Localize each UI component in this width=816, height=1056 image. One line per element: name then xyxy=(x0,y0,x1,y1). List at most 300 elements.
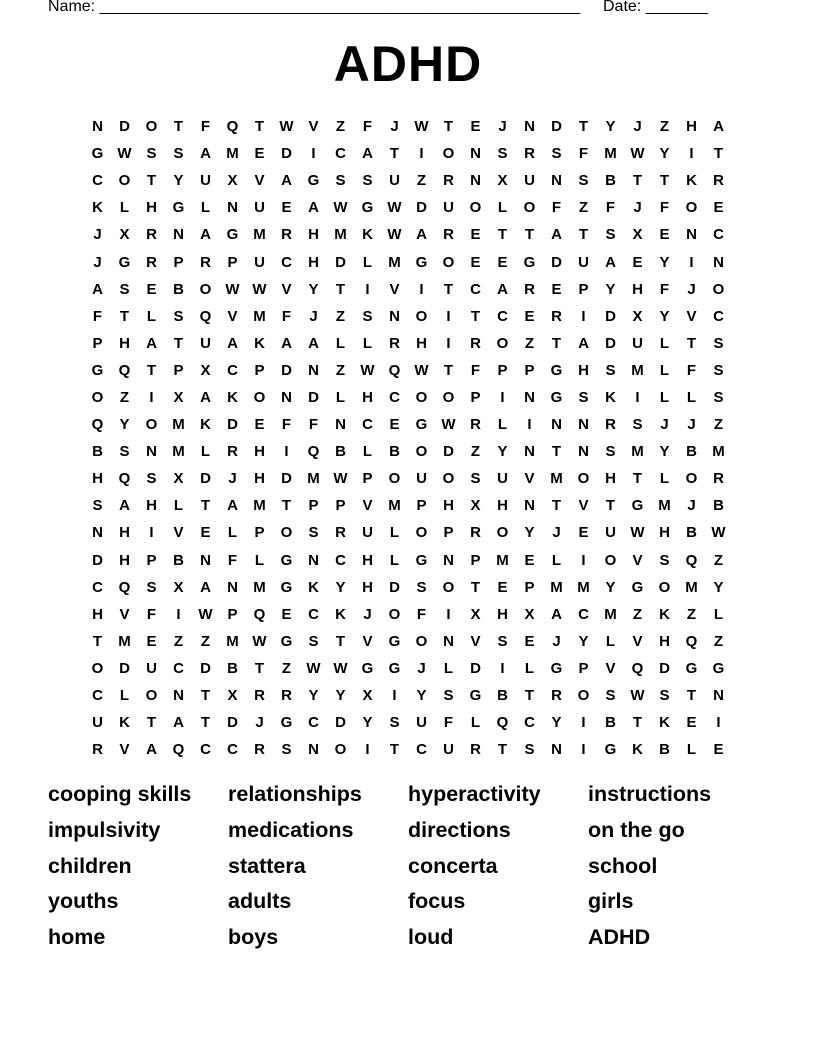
grid-letter: L xyxy=(335,388,346,406)
grid-letter: J xyxy=(255,714,264,732)
grid-letter: B xyxy=(497,687,508,705)
grid-letter: W xyxy=(333,199,348,217)
grid-letter: Q xyxy=(685,551,698,569)
grid-letter: T xyxy=(173,334,184,352)
grid-letter: L xyxy=(200,443,211,461)
grid-letter: S xyxy=(173,145,184,163)
grid-letter: S xyxy=(146,145,157,163)
grid-row xyxy=(84,574,744,601)
word-list-item: girls xyxy=(588,889,634,914)
grid-letter: C xyxy=(227,361,238,379)
grid-letter: Y xyxy=(551,714,562,732)
grid-letter: T xyxy=(497,226,508,244)
grid-letter: V xyxy=(173,524,184,542)
grid-letter: K xyxy=(632,741,643,759)
grid-letter: H xyxy=(308,253,319,271)
grid-letter: J xyxy=(417,659,426,677)
grid-letter: N xyxy=(92,524,103,542)
grid-letter: Z xyxy=(335,307,346,325)
grid-letter: S xyxy=(605,226,616,244)
grid-letter: R xyxy=(200,253,211,271)
grid-letter: V xyxy=(119,741,130,759)
grid-letter: W xyxy=(630,145,645,163)
grid-letter: F xyxy=(659,199,670,217)
grid-letter: H xyxy=(362,388,373,406)
grid-letter: U xyxy=(443,199,454,217)
grid-letter: T xyxy=(389,145,400,163)
grid-letter: T xyxy=(578,226,589,244)
grid-letter: N xyxy=(443,632,454,650)
grid-letter: W xyxy=(225,280,240,298)
grid-letter: W xyxy=(333,659,348,677)
grid-letter: E xyxy=(389,416,400,434)
grid-letter: L xyxy=(119,199,130,217)
grid-letter: R xyxy=(146,226,157,244)
word-list-item: boys xyxy=(228,925,279,950)
grid-letter: D xyxy=(389,578,400,596)
grid-letter: X xyxy=(173,578,184,596)
word-list-item: youths xyxy=(48,889,119,914)
grid-letter: V xyxy=(119,605,130,623)
grid-letter: E xyxy=(146,632,157,650)
grid-letter: G xyxy=(280,714,293,732)
grid-letter: U xyxy=(524,172,535,190)
grid-letter: P xyxy=(497,361,508,379)
grid-letter: B xyxy=(659,741,670,759)
grid-letter: T xyxy=(335,632,346,650)
grid-letter: S xyxy=(524,741,535,759)
grid-letter: S xyxy=(173,307,184,325)
grid-letter: T xyxy=(200,714,211,732)
grid-letter: J xyxy=(552,632,561,650)
grid-letter: G xyxy=(280,551,293,569)
grid-letter: E xyxy=(470,226,481,244)
grid-letter: G xyxy=(280,632,293,650)
grid-letter: T xyxy=(551,334,562,352)
grid-letter: P xyxy=(254,524,265,542)
grid-letter: N xyxy=(146,443,157,461)
grid-letter: W xyxy=(333,470,348,488)
grid-letter: A xyxy=(362,145,373,163)
grid-letter: P xyxy=(254,361,265,379)
grid-letter: E xyxy=(470,253,481,271)
grid-letter: Q xyxy=(172,741,185,759)
grid-letter: P xyxy=(524,578,535,596)
grid-letter: L xyxy=(497,416,508,434)
grid-letter: O xyxy=(712,280,725,298)
grid-letter: O xyxy=(442,470,455,488)
grid-letter: S xyxy=(470,470,481,488)
grid-letter: G xyxy=(631,497,644,515)
grid-letter: O xyxy=(469,199,482,217)
grid-letter: V xyxy=(362,497,373,515)
grid-letter: R xyxy=(470,524,481,542)
grid-letter: M xyxy=(253,578,266,596)
grid-letter: S xyxy=(362,307,373,325)
grid-letter: E xyxy=(281,605,292,623)
grid-letter: T xyxy=(443,280,454,298)
grid-letter: Z xyxy=(119,388,130,406)
grid-letter: P xyxy=(146,551,157,569)
grid-letter: A xyxy=(200,388,211,406)
grid-letter: O xyxy=(496,524,509,542)
grid-letter: B xyxy=(605,172,616,190)
grid-letter: R xyxy=(524,280,535,298)
grid-letter: U xyxy=(389,172,400,190)
grid-letter: F xyxy=(578,145,589,163)
grid-letter: D xyxy=(605,334,616,352)
grid-letter: Q xyxy=(388,361,401,379)
grid-letter: T xyxy=(146,361,157,379)
grid-letter: M xyxy=(631,361,644,379)
grid-letter: R xyxy=(551,687,562,705)
grid-letter: C xyxy=(173,659,184,677)
grid-letter: C xyxy=(92,172,103,190)
grid-letter: O xyxy=(442,388,455,406)
grid-letter: C xyxy=(92,578,103,596)
grid-letter: Z xyxy=(416,172,427,190)
word-list-item: ADHD xyxy=(588,925,651,950)
grid-letter: G xyxy=(91,361,104,379)
grid-letter: O xyxy=(442,578,455,596)
grid-letter: E xyxy=(497,578,508,596)
grid-letter: I xyxy=(446,307,451,325)
grid-letter: L xyxy=(713,605,724,623)
grid-letter: N xyxy=(713,253,724,271)
grid-letter: N xyxy=(227,199,238,217)
grid-letter: A xyxy=(173,714,184,732)
grid-letter: H xyxy=(119,524,130,542)
grid-letter: G xyxy=(550,361,563,379)
grid-letter: E xyxy=(686,714,697,732)
grid-letter: C xyxy=(416,741,427,759)
grid-letter: M xyxy=(496,551,509,569)
grid-letter: V xyxy=(362,632,373,650)
grid-letter: N xyxy=(227,578,238,596)
grid-letter: H xyxy=(119,334,130,352)
grid-letter: L xyxy=(389,551,400,569)
grid-letter: F xyxy=(551,199,562,217)
grid-letter: I xyxy=(500,659,505,677)
grid-letter: I xyxy=(392,687,397,705)
grid-row xyxy=(84,411,744,438)
grid-letter: P xyxy=(578,280,589,298)
grid-letter: H xyxy=(659,524,670,542)
grid-letter: Z xyxy=(713,551,724,569)
grid-letter: E xyxy=(254,416,265,434)
grid-letter: J xyxy=(660,416,669,434)
page-title: ADHD xyxy=(333,36,483,92)
grid-letter: O xyxy=(388,605,401,623)
grid-letter: W xyxy=(306,659,321,677)
grid-letter: N xyxy=(173,226,184,244)
grid-letter: T xyxy=(146,172,157,190)
grid-letter: Y xyxy=(335,687,346,705)
grid-letter: V xyxy=(524,470,535,488)
grid-letter: O xyxy=(496,334,509,352)
name-label: Name: xyxy=(48,0,96,15)
grid-letter: J xyxy=(552,524,561,542)
grid-letter: Y xyxy=(605,280,616,298)
grid-letter: G xyxy=(361,199,374,217)
grid-letter: Y xyxy=(713,578,724,596)
grid-letter: D xyxy=(335,714,346,732)
grid-row xyxy=(84,628,744,655)
grid-letter: D xyxy=(119,659,130,677)
grid-letter: M xyxy=(172,416,185,434)
grid-letter: W xyxy=(252,280,267,298)
grid-letter: X xyxy=(470,497,481,515)
grid-letter: I xyxy=(446,605,451,623)
grid-letter: P xyxy=(173,361,184,379)
grid-letter: T xyxy=(470,578,481,596)
grid-letter: J xyxy=(93,226,102,244)
grid-letter: O xyxy=(91,659,104,677)
grid-letter: C xyxy=(524,714,535,732)
grid-letter: T xyxy=(335,280,346,298)
grid-letter: P xyxy=(362,470,373,488)
grid-letter: G xyxy=(550,659,563,677)
grid-letter: Q xyxy=(685,632,698,650)
grid-letter: Y xyxy=(173,172,184,190)
grid-letter: M xyxy=(118,632,131,650)
grid-letter: S xyxy=(578,172,589,190)
grid-letter: M xyxy=(658,497,671,515)
grid-letter: E xyxy=(713,741,724,759)
grid-letter: L xyxy=(389,524,400,542)
grid-letter: O xyxy=(334,741,347,759)
grid-letter: S xyxy=(281,741,292,759)
grid-letter: S xyxy=(713,388,724,406)
grid-letter: X xyxy=(497,172,508,190)
grid-row xyxy=(84,357,744,384)
grid-letter: R xyxy=(470,741,481,759)
grid-letter: U xyxy=(92,714,103,732)
grid-letter: O xyxy=(415,524,428,542)
grid-letter: A xyxy=(497,280,508,298)
grid-letter: P xyxy=(470,551,481,569)
grid-letter: G xyxy=(523,253,536,271)
grid-letter: Z xyxy=(200,632,211,650)
grid-letter: L xyxy=(524,659,535,677)
grid-letter: G xyxy=(361,659,374,677)
grid-letter: N xyxy=(551,172,562,190)
grid-row xyxy=(84,194,744,221)
grid-letter: L xyxy=(686,388,697,406)
grid-letter: W xyxy=(414,118,429,136)
grid-letter: B xyxy=(686,443,697,461)
grid-letter: G xyxy=(280,578,293,596)
grid-letter: H xyxy=(362,551,373,569)
word-list-item: loud xyxy=(408,925,454,950)
grid-letter: J xyxy=(228,470,237,488)
grid-letter: E xyxy=(632,253,643,271)
grid-letter: R xyxy=(389,334,400,352)
grid-letter: T xyxy=(92,632,103,650)
grid-letter: T xyxy=(632,172,643,190)
grid-row xyxy=(84,276,744,303)
grid-letter: F xyxy=(146,605,157,623)
grid-letter: R xyxy=(713,172,724,190)
grid-letter: Z xyxy=(281,659,292,677)
grid-letter: G xyxy=(118,253,131,271)
grid-letter: R xyxy=(281,226,292,244)
grid-letter: M xyxy=(172,443,185,461)
grid-letter: S xyxy=(632,416,643,434)
grid-row xyxy=(84,248,744,275)
grid-letter: Z xyxy=(524,334,535,352)
grid-letter: N xyxy=(713,687,724,705)
grid-letter: C xyxy=(308,605,319,623)
grid-letter: I xyxy=(284,443,289,461)
grid-row xyxy=(84,384,744,411)
grid-row xyxy=(84,438,744,465)
grid-letter: O xyxy=(415,632,428,650)
grid-letter: T xyxy=(443,118,454,136)
grid-letter: Y xyxy=(119,416,130,434)
grid-letter: X xyxy=(119,226,130,244)
grid-letter: N xyxy=(551,416,562,434)
grid-letter: F xyxy=(416,605,427,623)
grid-letter: B xyxy=(389,443,400,461)
grid-letter: T xyxy=(200,497,211,515)
grid-letter: G xyxy=(388,632,401,650)
grid-letter: E xyxy=(281,199,292,217)
grid-letter: F xyxy=(92,307,103,325)
grid-letter: F xyxy=(227,551,238,569)
grid-letter: E xyxy=(146,280,157,298)
grid-letter: H xyxy=(119,551,130,569)
grid-letter: Z xyxy=(686,605,697,623)
grid-letter: I xyxy=(716,714,721,732)
grid-letter: T xyxy=(173,118,184,136)
grid-letter: G xyxy=(415,253,428,271)
grid-letter: S xyxy=(335,172,346,190)
grid-letter: V xyxy=(632,551,643,569)
grid-letter: N xyxy=(524,388,535,406)
grid-letter: M xyxy=(685,578,698,596)
grid-letter: R xyxy=(443,226,454,244)
grid-letter: O xyxy=(118,172,131,190)
grid-letter: Z xyxy=(335,118,346,136)
grid-letter: S xyxy=(605,443,616,461)
grid-letter: Y xyxy=(497,443,508,461)
grid-letter: L xyxy=(659,388,670,406)
grid-letter: M xyxy=(253,226,266,244)
grid-letter: W xyxy=(387,226,402,244)
grid-letter: N xyxy=(281,388,292,406)
grid-letter: A xyxy=(551,605,562,623)
grid-letter: U xyxy=(605,524,616,542)
grid-letter: A xyxy=(281,172,292,190)
grid-letter: X xyxy=(173,470,184,488)
grid-letter: G xyxy=(604,741,617,759)
grid-letter: I xyxy=(419,145,424,163)
grid-letter: F xyxy=(308,416,319,434)
grid-letter: B xyxy=(605,714,616,732)
grid-letter: A xyxy=(119,497,130,515)
grid-letter: T xyxy=(686,334,697,352)
grid-letter: H xyxy=(497,497,508,515)
word-list-item: concerta xyxy=(408,853,498,878)
grid-letter: T xyxy=(254,659,265,677)
grid-letter: T xyxy=(470,307,481,325)
grid-letter: M xyxy=(604,605,617,623)
grid-letter: U xyxy=(632,334,643,352)
grid-letter: G xyxy=(685,659,698,677)
grid-letter: M xyxy=(577,578,590,596)
grid-letter: D xyxy=(200,470,211,488)
grid-letter: O xyxy=(442,253,455,271)
grid-letter: O xyxy=(415,307,428,325)
grid-letter: M xyxy=(253,307,266,325)
word-list-item: medications xyxy=(228,817,354,842)
grid-letter: A xyxy=(146,334,157,352)
grid-letter: Y xyxy=(335,578,346,596)
grid-letter: M xyxy=(388,253,401,271)
letter-grid xyxy=(84,113,744,763)
grid-letter: W xyxy=(360,361,375,379)
grid-letter: T xyxy=(605,497,616,515)
grid-letter: I xyxy=(689,145,694,163)
grid-letter: R xyxy=(443,172,454,190)
grid-letter: X xyxy=(362,687,373,705)
grid-letter: U xyxy=(416,714,427,732)
grid-letter: D xyxy=(551,253,562,271)
grid-letter: I xyxy=(149,524,154,542)
word-list-item: stattera xyxy=(228,853,306,878)
grid-letter: H xyxy=(92,470,103,488)
grid-row xyxy=(84,601,744,628)
grid-letter: D xyxy=(281,470,292,488)
grid-letter: Q xyxy=(118,361,131,379)
grid-row xyxy=(84,492,744,519)
grid-letter: R xyxy=(281,687,292,705)
grid-letter: U xyxy=(416,470,427,488)
grid-letter: H xyxy=(578,361,589,379)
grid-letter: H xyxy=(659,632,670,650)
word-list-item: home xyxy=(48,925,106,950)
grid-letter: O xyxy=(91,388,104,406)
grid-letter: L xyxy=(659,334,670,352)
grid-letter: S xyxy=(308,632,319,650)
grid-letter: M xyxy=(226,145,239,163)
grid-letter: D xyxy=(92,551,103,569)
grid-letter: W xyxy=(630,524,645,542)
grid-letter: Y xyxy=(659,307,670,325)
grid-letter: W xyxy=(252,632,267,650)
grid-letter: L xyxy=(200,199,211,217)
grid-letter: R xyxy=(92,741,103,759)
grid-letter: Q xyxy=(118,470,131,488)
grid-letter: O xyxy=(280,524,293,542)
grid-letter: H xyxy=(308,226,319,244)
grid-letter: G xyxy=(172,199,185,217)
grid-letter: L xyxy=(119,687,130,705)
grid-letter: N xyxy=(308,361,319,379)
grid-letter: O xyxy=(577,470,590,488)
grid-letter: R xyxy=(254,687,265,705)
grid-letter: K xyxy=(659,714,670,732)
grid-letter: S xyxy=(389,714,400,732)
grid-letter: M xyxy=(604,145,617,163)
grid-letter: L xyxy=(470,714,481,732)
grid-letter: R xyxy=(605,416,616,434)
grid-letter: R xyxy=(551,307,562,325)
grid-letter: D xyxy=(200,659,211,677)
grid-letter: S xyxy=(119,280,130,298)
grid-letter: R xyxy=(470,334,481,352)
